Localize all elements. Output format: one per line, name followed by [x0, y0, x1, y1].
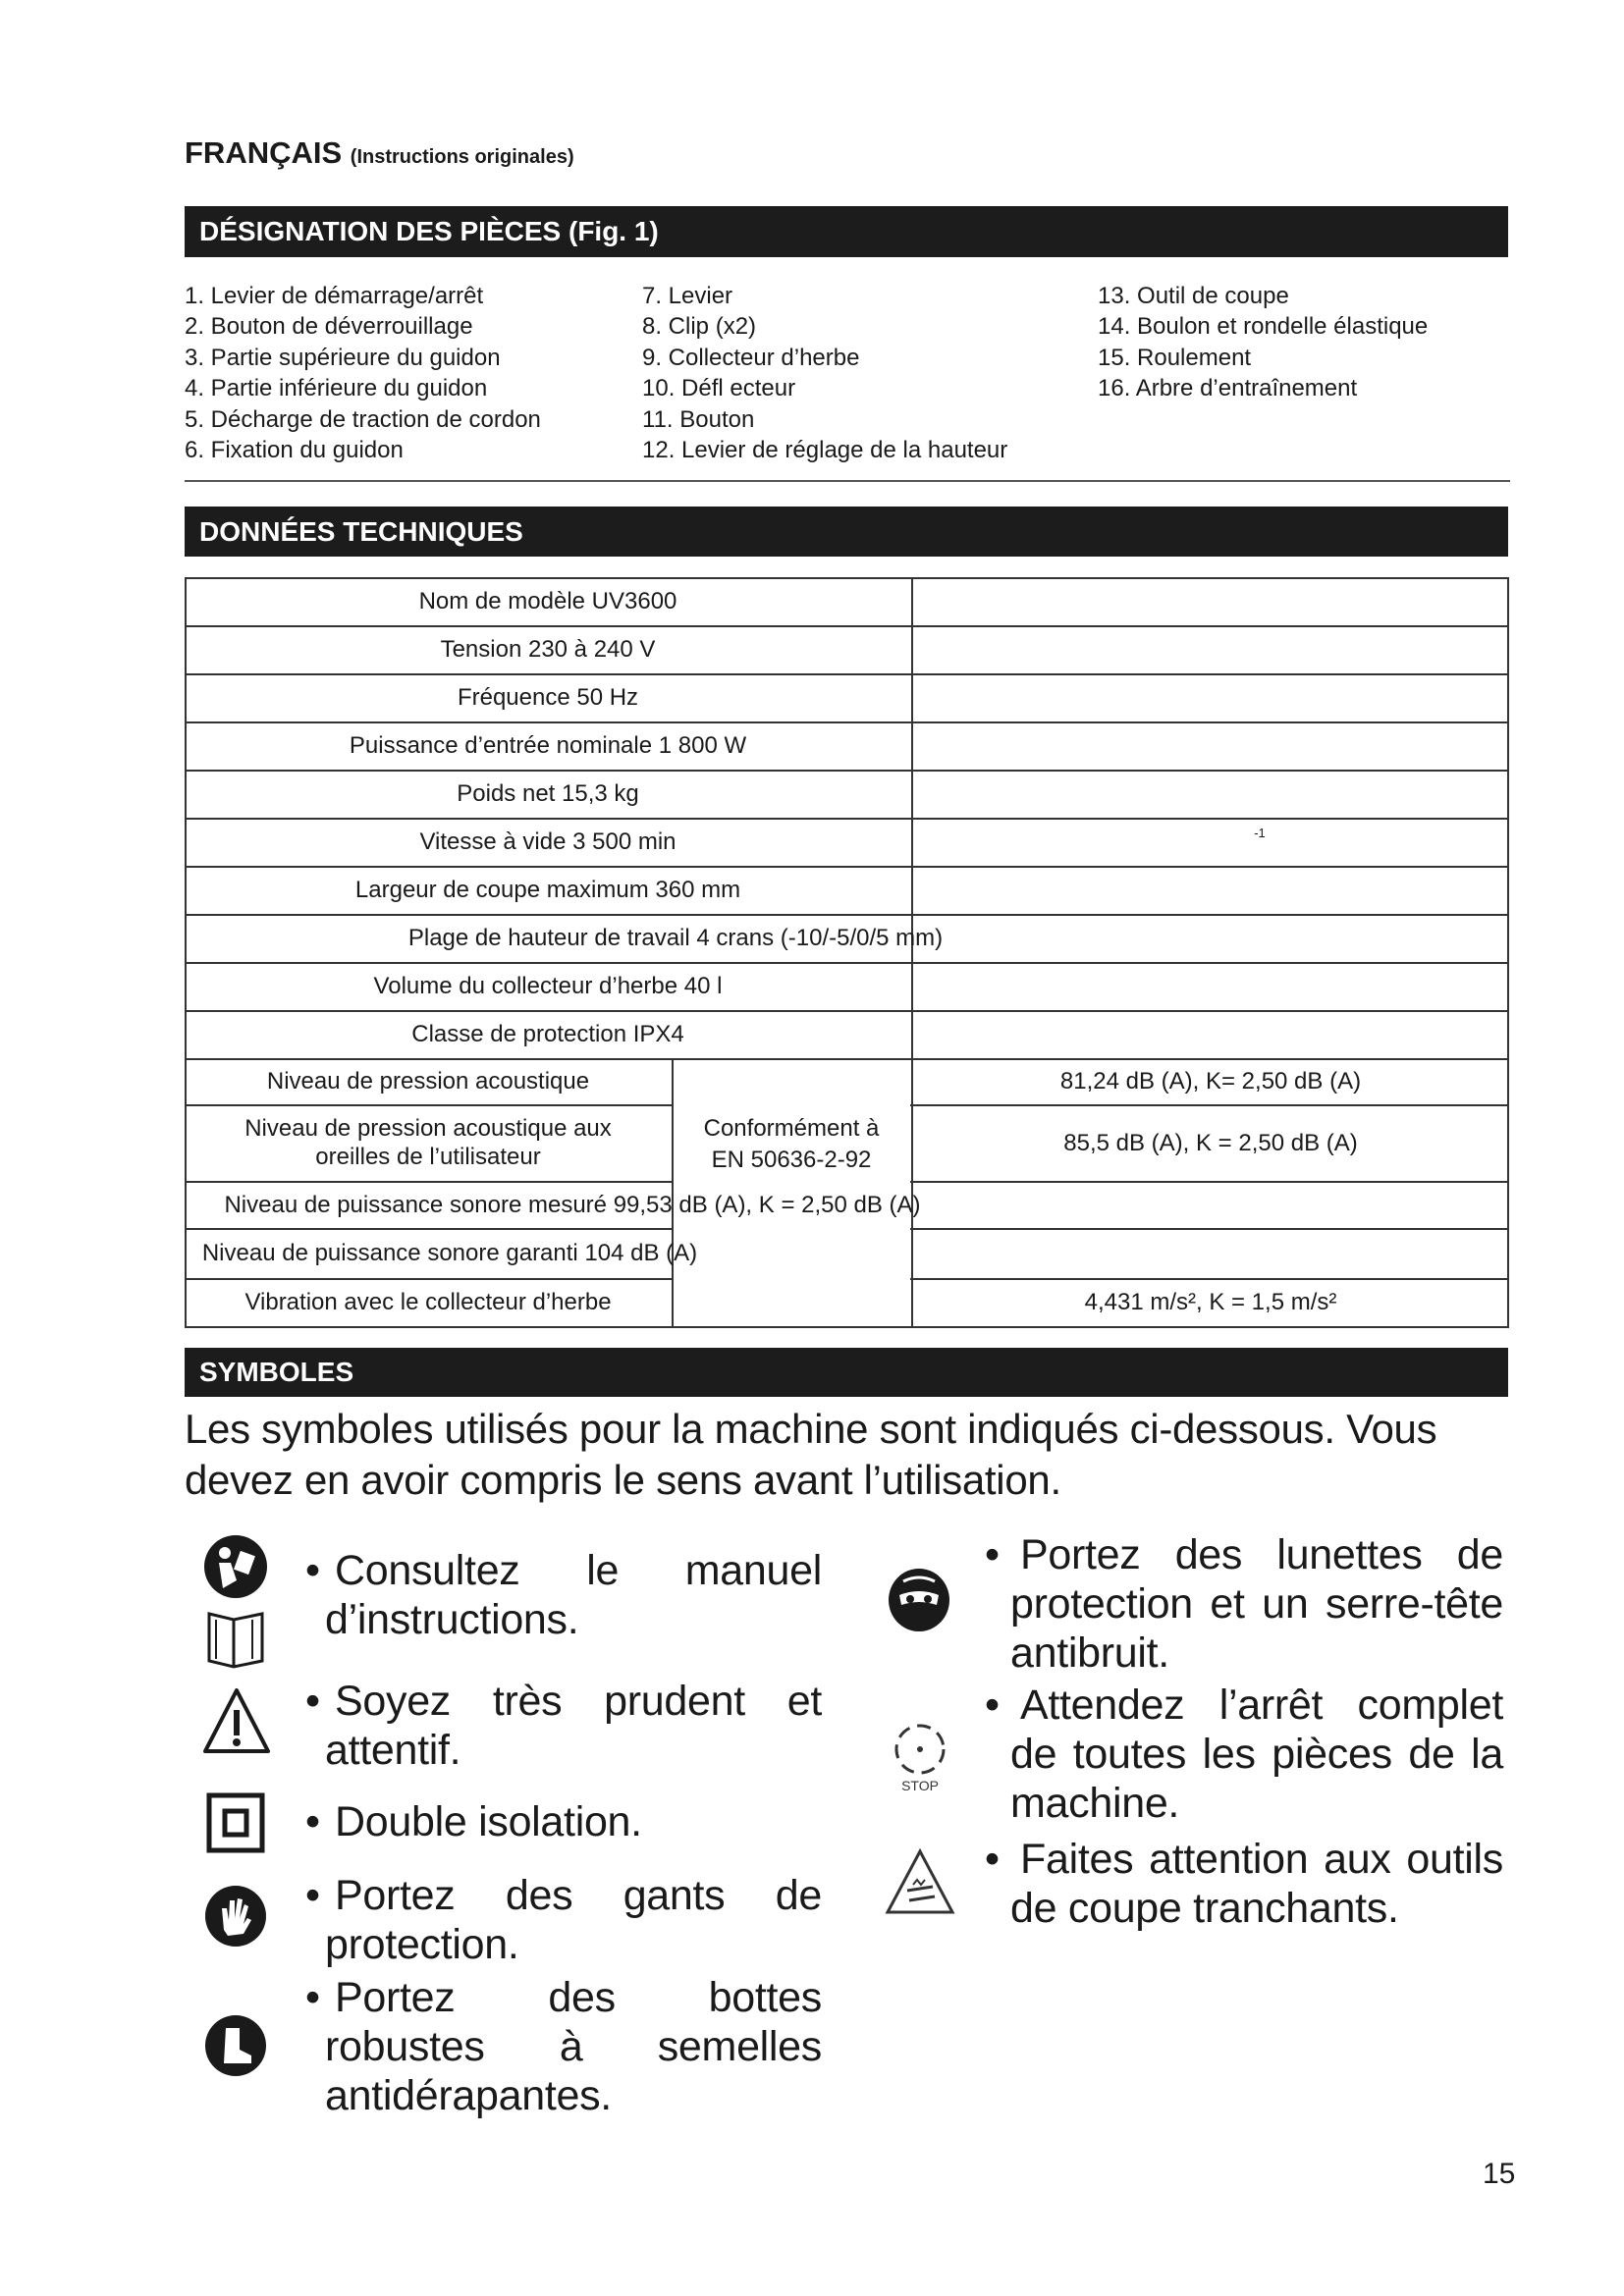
- symbol-description: Consultez le manuel d’instructions.: [325, 1547, 822, 1643]
- acoustic-value: 81,24 dB (A), K= 2,50 dB (A): [1059, 1068, 1362, 1095]
- table-row-label: Vitesse à vide 3 500 min: [419, 828, 677, 855]
- table-row-label: Plage de hauteur de travail 4 crans (-10/-5/0/5 mm): [407, 925, 944, 951]
- warning-triangle-symbol-text: [305, 1677, 822, 1775]
- part-item: 8. Clip (x2): [642, 313, 757, 341]
- part-item: 3. Partie supérieure du guidon: [185, 344, 501, 371]
- sharp-blades-warning-symbol-text: [985, 1835, 1503, 1933]
- tech-section-title: DONNÉES TECHNIQUES: [185, 507, 1508, 557]
- part-item: 6. Fixation du guidon: [185, 437, 404, 463]
- table-row-label: Classe de protection IPX4: [411, 1021, 684, 1047]
- part-item: 15. Roulement: [1098, 344, 1252, 371]
- standard-reference-code: EN 50636-2-92: [711, 1146, 872, 1173]
- goggles-earmuffs-symbol-text: [985, 1530, 1503, 1678]
- acoustic-value: 85,5 dB (A), K = 2,50 dB (A): [1063, 1129, 1358, 1156]
- stop-rotation-symbol-text: [985, 1681, 1503, 1828]
- part-item: 1. Levier de démarrage/arrêt: [185, 283, 484, 309]
- symbol-description: Portez des lunettes de protection et un serre-tête antibruit.: [1010, 1531, 1503, 1677]
- symbol-description: Portez des gants de protection.: [325, 1872, 822, 1968]
- parts-section-title: DÉSIGNATION DES PIÈCES (Fig. 1): [185, 206, 1508, 257]
- language-label: FRANÇAIS: [185, 135, 343, 170]
- gloves-icon: [204, 1885, 267, 1948]
- table-row-label: Largeur de coupe maximum 360 mm: [354, 877, 741, 903]
- bullet: •: [985, 1836, 1000, 1883]
- symbol-description: Double isolation.: [335, 1798, 642, 1845]
- part-item: 16. Arbre d’entraînement: [1098, 375, 1358, 402]
- gloves-symbol-text: [305, 1871, 822, 1969]
- boots-symbol-text: [305, 1973, 822, 2120]
- bullet: •: [985, 1682, 1000, 1729]
- acoustic-label: Niveau de puissance sonore mesuré 99,53 dB (A), K = 2,50 dB (A): [224, 1191, 921, 1218]
- symbols-intro: Les symboles utilisés pour la machine sont indiqués ci-dessous. Vous devez en avoir compris le sens avant l’utilisation.: [185, 1406, 1437, 1503]
- read-manual-icon: [201, 1533, 270, 1671]
- boots-icon: [204, 2014, 267, 2077]
- part-item: 13. Outil de coupe: [1098, 283, 1289, 309]
- table-row-label: Nom de modèle UV3600: [418, 588, 677, 614]
- part-item: 10. Défl ecteur: [642, 375, 796, 402]
- divider: [185, 480, 1510, 482]
- language-heading: [185, 135, 574, 171]
- sharp-blades-warning-icon: [884, 1847, 956, 1916]
- acoustic-value: 4,431 m/s², K = 1,5 m/s²: [1084, 1289, 1337, 1315]
- standard-reference: Conformément à: [703, 1114, 880, 1142]
- table-border: [1507, 577, 1509, 1326]
- symbol-description: Attendez l’arrêt complet de toutes les pièces de la machine.: [1010, 1682, 1503, 1827]
- bullet: •: [305, 1547, 320, 1594]
- part-item: 14. Boulon et rondelle élastique: [1098, 313, 1429, 341]
- acoustic-label: Niveau de pression acoustique: [266, 1068, 590, 1095]
- part-item: 9. Collecteur d’herbe: [642, 344, 860, 371]
- symbols-section-title: SYMBOLES: [185, 1348, 1508, 1397]
- table-row-label: Fréquence 50 Hz: [457, 684, 639, 711]
- page-number: 15: [1483, 2158, 1516, 2190]
- bullet: •: [985, 1531, 1000, 1578]
- table-row-label: Volume du collecteur d’herbe 40 l: [373, 973, 723, 999]
- part-item: 7. Levier: [642, 283, 733, 309]
- part-item: 11. Bouton: [642, 405, 755, 433]
- goggles-earmuffs-icon: [888, 1568, 950, 1632]
- speed-unit-superscript: -1: [1254, 825, 1266, 840]
- read-manual-symbol-text: [305, 1546, 822, 1644]
- warning-triangle-icon: [201, 1686, 272, 1757]
- bullet: •: [305, 1678, 320, 1725]
- bullet: •: [305, 1872, 320, 1919]
- acoustic-label: Vibration avec le collecteur d’herbe: [244, 1289, 612, 1315]
- symbol-description: Faites attention aux outils de coupe tranchants.: [1010, 1836, 1503, 1932]
- part-item: 12. Levier de réglage de la hauteur: [642, 437, 1008, 463]
- part-item: 4. Partie inférieure du guidon: [185, 375, 488, 402]
- language-subtitle: (Instructions originales): [350, 146, 574, 168]
- table-row-label: Poids net 15,3 kg: [457, 780, 639, 807]
- symbol-description: Soyez très prudent et attentif.: [325, 1678, 822, 1774]
- stop-label: STOP: [901, 1778, 939, 1793]
- double-insulation-symbol-text: [305, 1797, 822, 1846]
- bullet: •: [305, 1974, 320, 2021]
- double-insulation-icon: [206, 1792, 265, 1853]
- stop-rotation-icon: [890, 1720, 950, 1794]
- technical-data-table: [185, 577, 1509, 1326]
- table-row-label: Tension 230 à 240 V: [440, 636, 656, 663]
- acoustic-label: Niveau de pression acoustique aux oreilles de l’utilisateur: [244, 1115, 612, 1170]
- bullet: •: [305, 1798, 320, 1845]
- part-item: 5. Décharge de traction de cordon: [185, 405, 541, 433]
- table-row-line: [185, 1326, 1509, 1328]
- part-item: 2. Bouton de déverrouillage: [185, 313, 473, 341]
- symbol-description: Portez des bottes robustes à semelles antidérapantes.: [325, 1974, 822, 2119]
- table-row-label: Puissance d’entrée nominale 1 800 W: [349, 732, 747, 759]
- acoustic-label: Niveau de puissance sonore garanti 104 dB (A): [201, 1240, 698, 1266]
